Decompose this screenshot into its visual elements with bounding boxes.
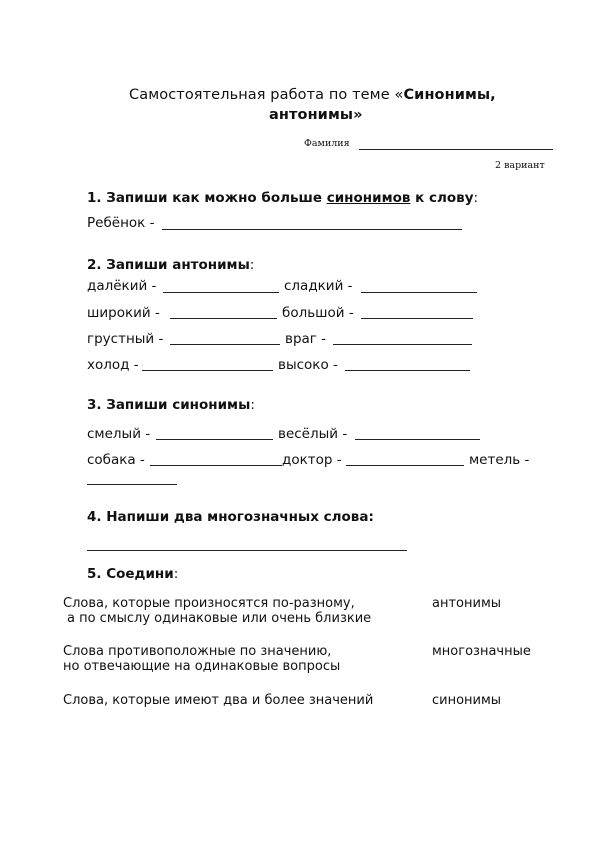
antonym-word: враг - [285,331,327,347]
task3-heading [87,397,255,413]
antonym-word: холод - [87,357,139,373]
task1-num: 1. [87,190,102,206]
task1-item: Ребёнок - [87,215,155,231]
answer-line[interactable] [346,465,464,466]
synonym-word: метель - [469,452,530,468]
task4-heading: 4. Напиши два многозначных слова: [87,509,374,525]
answer-line[interactable] [163,292,279,293]
answer-line[interactable] [345,370,470,371]
answer-line[interactable] [170,344,280,345]
antonym-word: далёкий - [87,278,157,294]
antonym-word: грустный - [87,331,164,347]
task1-word: синонимов [326,190,411,206]
term-text: антонимы [432,596,502,611]
antonym-word: высоко - [278,357,338,373]
answer-line[interactable] [333,344,472,345]
definition-text: Слова противоположные по значению, [63,644,332,659]
answer-line[interactable] [156,439,273,440]
definition-text: но отвечающие на одинаковые вопросы [63,659,341,674]
task5-colon: : [173,566,179,582]
task5-heading-text: 5. Соедини [87,566,174,582]
answer-line[interactable] [87,550,407,551]
antonym-word: широкий - [87,305,160,321]
task1-tail: к слову [410,190,474,206]
definition-text: а по смыслу одинаковые или очень близкие [67,611,372,626]
definition-text: Слова, которые имеют два и более значений [63,693,374,708]
antonym-word: большой - [282,305,354,321]
task2-heading-text: 2. Запиши антонимы [87,257,250,273]
answer-line[interactable] [361,292,477,293]
task2-colon: : [249,257,255,273]
antonym-word: сладкий - [284,278,353,294]
surname-label: Фамилия [304,138,350,149]
synonym-word: весёлый - [278,426,348,442]
task1-lead: Запиши как можно больше [106,190,327,206]
task2-heading [87,257,254,273]
answer-line[interactable] [87,484,177,485]
term-text: синонимы [432,693,502,708]
answer-line[interactable] [150,465,282,466]
definition-text: Слова, которые произносятся по-разному, [63,596,355,611]
task1-colon: : [473,190,479,206]
answer-line[interactable] [361,318,473,319]
synonym-word: собака - [87,452,145,468]
task3-heading-text: 3. Запиши синонимы [87,397,251,413]
synonym-word: смелый - [87,426,151,442]
task1-heading [87,190,478,206]
surname-line[interactable] [359,149,553,150]
variant-label: 2 вариант [495,160,545,171]
answer-line[interactable] [170,318,277,319]
page-title [129,87,496,103]
title-bold: Синонимы, [403,87,496,103]
answer-line[interactable] [162,229,462,230]
title-line2: антонимы» [269,107,363,123]
answer-line[interactable] [355,439,480,440]
task3-colon: : [250,397,255,413]
task5-heading [87,566,178,582]
title-plain: Самостоятельная работа по теме « [129,87,404,103]
synonym-word: доктор - [282,452,342,468]
answer-line[interactable] [142,370,273,371]
term-text: многозначные [432,644,531,659]
